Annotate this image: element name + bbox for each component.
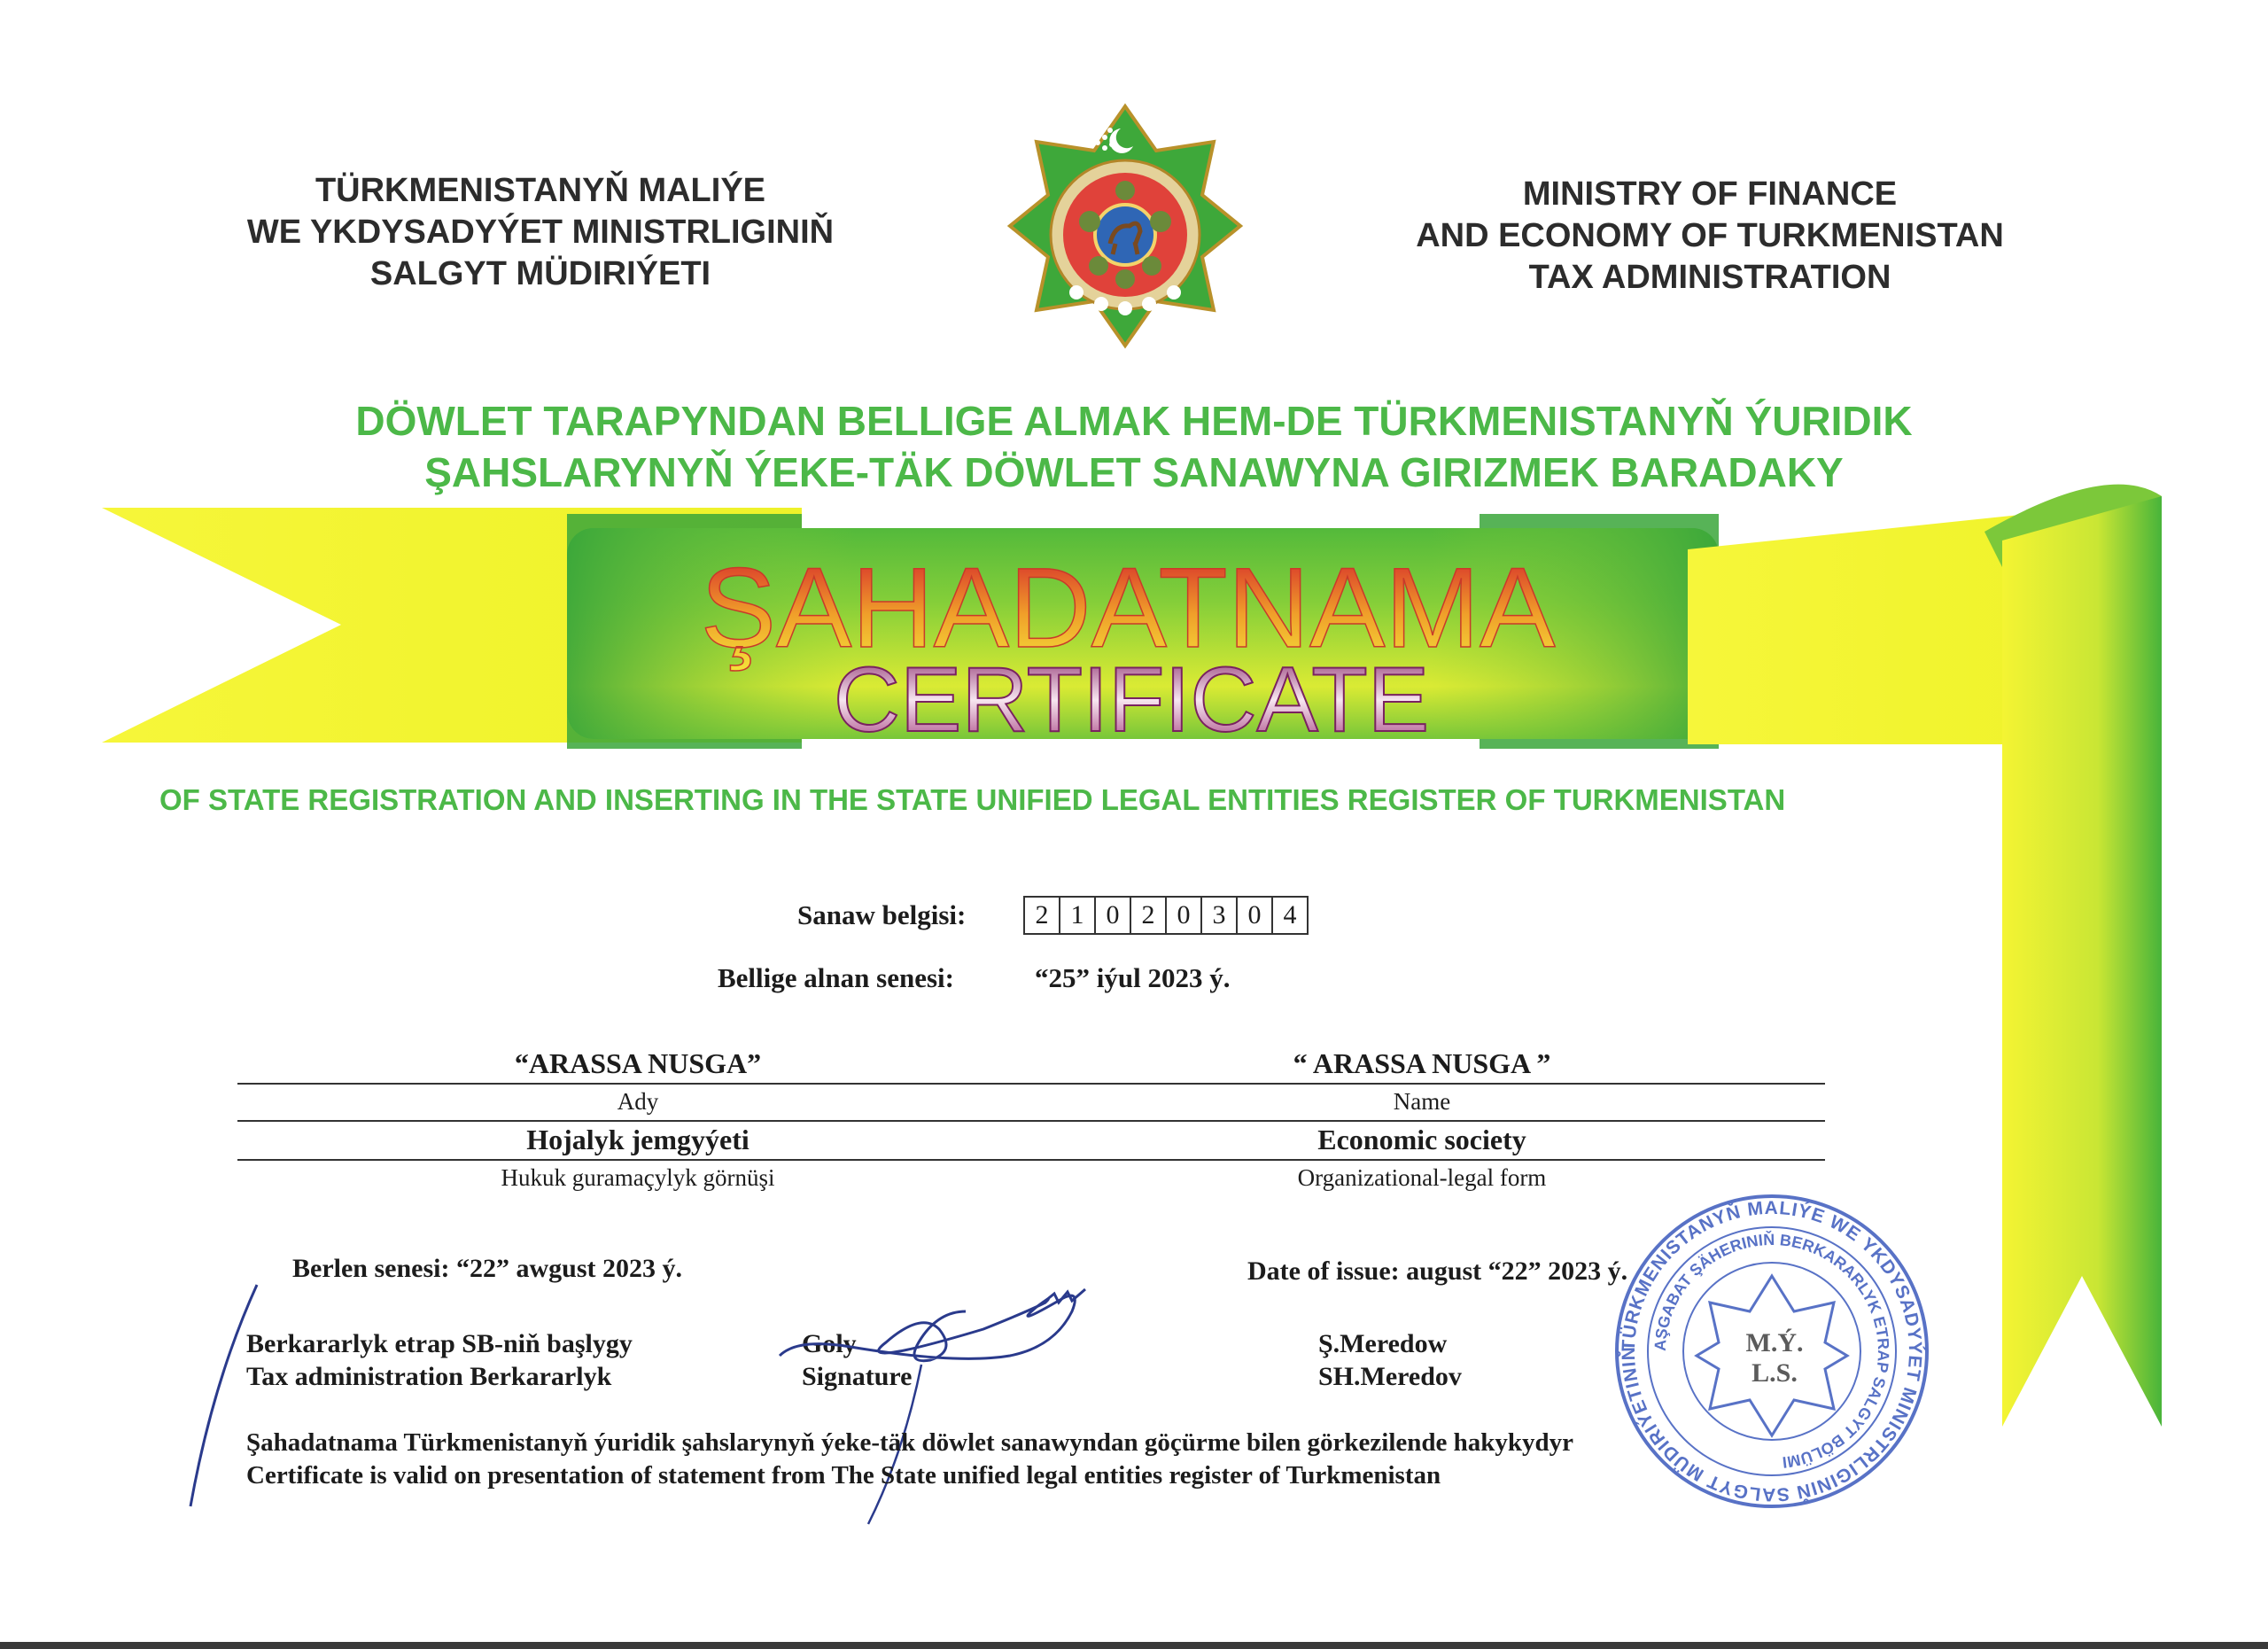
registration-digit: 0	[1167, 898, 1202, 933]
title-tm	[0, 395, 2268, 498]
entity-name-line	[237, 1083, 1825, 1085]
handwritten-signature	[159, 1276, 1223, 1542]
state-emblem	[1006, 102, 1245, 350]
entity-form-en: Economic society	[1317, 1124, 1526, 1155]
signature-label-en: Signature	[802, 1362, 913, 1391]
entity-name-tm: “ARASSA NUSGA”	[514, 1047, 762, 1079]
registration-number-label: Sanaw belgisi:	[797, 899, 967, 930]
footer-note-tm: Şahadatnama Türkmenistanyň ýuridik şahslarynyň ýeke-täk döwlet sanawyndan göçürme bilen görkezilende hakykydyr	[246, 1428, 1574, 1457]
entity-form-caption-en: Organizational-legal form	[1297, 1164, 1547, 1191]
registration-digit: 3	[1202, 898, 1238, 933]
official-stamp	[1608, 1192, 1936, 1511]
registration-date-value: “25” iýul 2023 ý.	[1035, 962, 1231, 993]
signature-label-tm: Goly	[802, 1329, 857, 1358]
entity-name-en: “ ARASSA NUSGA ”	[1293, 1047, 1551, 1079]
subtitle-en: OF STATE REGISTRATION AND INSERTING IN THE STATE UNIFIED LEGAL ENTITIES REGISTER OF TURKMENISTAN	[159, 783, 1786, 816]
entity-name-caption-en: Name	[1393, 1088, 1451, 1115]
registration-digit: 2	[1131, 898, 1167, 933]
title-tm-line: DÖWLET TARAPYNDAN BELLIGE ALMAK HEM-DE TÜRKMENISTANYŇ ÝURIDIK	[355, 398, 1913, 444]
registration-digit: 2	[1025, 898, 1060, 933]
header-right	[1364, 174, 2055, 299]
entity-form-line	[237, 1159, 1825, 1161]
banner-word-en: CERTIFICATE	[833, 649, 1430, 751]
signatory-name-en: SH.Meredov	[1318, 1362, 1462, 1391]
signatory-position-tm: Berkararlyk etrap SB-niň başlygy	[246, 1329, 633, 1358]
signatory-position-en: Tax administration Berkararlyk	[246, 1362, 612, 1391]
entity-form-tm: Hojalyk jemgyýeti	[526, 1124, 750, 1155]
stamp-outer-text: TÜRKMENISTANYŇ MALIÝE WE YKDYSADYÝET MINISTRLIGINIŇ SALGYT MÜDIRIÝETINIŇ	[1618, 1197, 1926, 1505]
footer-notes	[246, 1427, 1573, 1492]
signatory-name-tm: Ş.Meredow	[1318, 1329, 1448, 1358]
scan-edge	[0, 1642, 2268, 1649]
header-right-line: MINISTRY OF FINANCE	[1522, 175, 1898, 213]
registration-digit: 1	[1060, 898, 1096, 933]
signatory-name	[1318, 1327, 1462, 1393]
registration-digit: 4	[1283, 900, 1297, 930]
registration-digit: 0	[1096, 898, 1131, 933]
stamp-label-1: M.Ý.	[1745, 1328, 1804, 1357]
footer-note-en: Certificate is valid on presentation of statement from The State unified legal entities register of Turkmenistan	[246, 1461, 1441, 1490]
registration-number-boxes	[1023, 896, 1309, 935]
header-left-line: SALGYT MÜDIRIÝETI	[369, 255, 711, 292]
entity-form-caption-tm: Hukuk guramaçylyk görnüşi	[501, 1164, 775, 1191]
registration-date-label: Bellige alnan senesi:	[718, 962, 954, 993]
stamp-label-2: L.S.	[1751, 1358, 1798, 1388]
banner-word-tm: ŞAHADATNAMA	[700, 545, 1556, 672]
header-left-line: TÜRKMENISTANYŇ MALIÝE	[315, 172, 766, 209]
stamp-inner-text: AŞGABAT ŞÄHERINIŇ BERKARARLYK ETRAP SALGYT BÖLÜMI	[1651, 1230, 1893, 1472]
header-left	[221, 170, 859, 295]
header-right-line: AND ECONOMY OF TURKMENISTAN	[1416, 217, 2004, 254]
issue-date-tm: Berlen senesi: “22” awgust 2023 ý.	[292, 1254, 682, 1283]
entity-divider	[237, 1120, 1825, 1122]
title-tm-line: ŞAHSLARYNYŇ ÝEKE-TÄK DÖWLET SANAWYNA GIRIZMEK BARADAKY	[424, 449, 1844, 495]
registration-digit: 0	[1238, 898, 1273, 933]
entity-name-caption-tm: Ady	[617, 1088, 659, 1115]
issue-date-en: Date of issue: august “22” 2023 ý.	[1247, 1256, 1628, 1286]
header-left-line: WE YKDYSADYÝET MINISTRLIGINIŇ	[246, 214, 835, 251]
header-right-line: TAX ADMINISTRATION	[1528, 259, 1891, 296]
